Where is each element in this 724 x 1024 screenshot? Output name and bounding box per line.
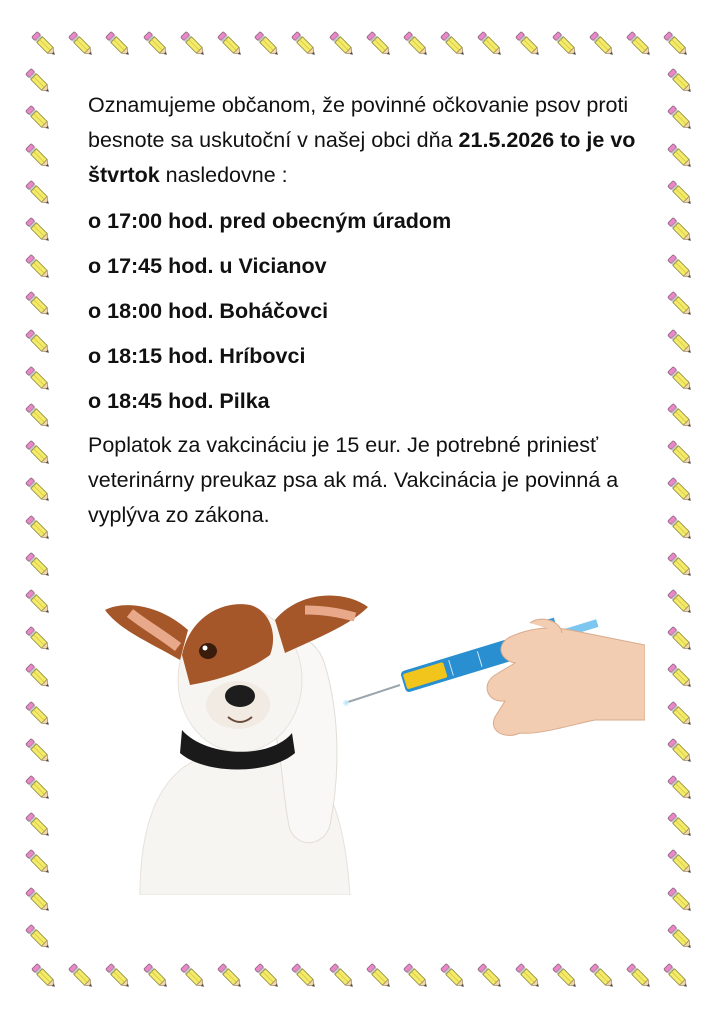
pencil-icon: [512, 28, 546, 62]
pencil-icon: [400, 28, 434, 62]
pencil-icon: [28, 28, 62, 62]
dog-image: [105, 596, 368, 895]
pencil-icon: [22, 102, 56, 136]
pencil-icon: [664, 214, 698, 248]
notice-body: [88, 88, 648, 533]
pencil-icon: [22, 884, 56, 918]
pencil-icon: [288, 28, 322, 62]
schedule-item: o 18:15 hod. Hríbovci: [88, 344, 306, 368]
pencil-icon: [664, 772, 698, 806]
pencil-icon: [664, 809, 698, 843]
pencil-icon: [102, 960, 136, 994]
pencil-icon: [177, 960, 211, 994]
pencil-icon: [22, 140, 56, 174]
pencil-icon: [22, 214, 56, 248]
pencil-icon: [288, 960, 322, 994]
hand-image: [487, 619, 645, 735]
pencil-icon: [214, 28, 248, 62]
pencil-icon: [22, 921, 56, 955]
pencil-icon: [22, 735, 56, 769]
pencil-icon: [549, 960, 583, 994]
fee-paragraph: Poplatok za vakcináciu je 15 eur. Je potrebné priniesť veterinárny preukaz psa ak má. Vakcinácia je povinná a vyplýva zo zákona.: [88, 433, 619, 527]
pencil-icon: [22, 512, 56, 546]
pencil-icon: [664, 251, 698, 285]
pencil-icon: [623, 28, 657, 62]
pencil-icon: [664, 884, 698, 918]
pencil-icon: [102, 28, 136, 62]
pencil-icon: [437, 28, 471, 62]
pencil-icon: [664, 326, 698, 360]
schedule-item: o 18:00 hod. Boháčovci: [88, 299, 329, 323]
pencil-icon: [664, 660, 698, 694]
pencil-icon: [22, 437, 56, 471]
pencil-icon: [326, 28, 360, 62]
pencil-icon: [586, 28, 620, 62]
pencil-icon: [664, 140, 698, 174]
pencil-icon: [22, 623, 56, 657]
pencil-icon: [214, 960, 248, 994]
pencil-icon: [664, 400, 698, 434]
pencil-icon: [660, 960, 694, 994]
pencil-icon: [22, 660, 56, 694]
pencil-icon: [251, 960, 285, 994]
pencil-icon: [586, 960, 620, 994]
pencil-icon: [65, 960, 99, 994]
schedule-item: o 18:45 hod. Pilka: [88, 389, 270, 413]
pencil-icon: [326, 960, 360, 994]
intro-suffix: nasledovne :: [159, 163, 288, 187]
pencil-icon: [664, 846, 698, 880]
pencil-icon: [363, 960, 397, 994]
pencil-icon: [664, 177, 698, 211]
pencil-icon: [140, 28, 174, 62]
pencil-icon: [437, 960, 471, 994]
pencil-icon: [28, 960, 62, 994]
pencil-icon: [400, 960, 434, 994]
pencil-icon: [664, 586, 698, 620]
pencil-icon: [512, 960, 546, 994]
pencil-icon: [664, 735, 698, 769]
pencil-icon: [664, 102, 698, 136]
pencil-icon: [22, 809, 56, 843]
schedule-item: o 17:00 hod. pred obecným úradom: [88, 209, 452, 233]
pencil-icon: [664, 65, 698, 99]
pencil-icon: [664, 288, 698, 322]
pencil-icon: [22, 586, 56, 620]
pencil-icon: [22, 288, 56, 322]
pencil-icon: [623, 960, 657, 994]
schedule-item: o 17:45 hod. u Vicianov: [88, 254, 327, 278]
pencil-icon: [664, 623, 698, 657]
pencil-icon: [22, 698, 56, 732]
pencil-icon: [22, 474, 56, 508]
pencil-icon: [177, 28, 211, 62]
pencil-icon: [22, 846, 56, 880]
pencil-icon: [22, 65, 56, 99]
pencil-icon: [22, 549, 56, 583]
pencil-icon: [474, 28, 508, 62]
pencil-icon: [22, 400, 56, 434]
dog-vaccination-illustration: [100, 575, 645, 895]
pencil-icon: [474, 960, 508, 994]
pencil-icon: [664, 921, 698, 955]
date-text: 21.5.2026 to je vo štvrtok: [88, 128, 636, 187]
pencil-icon: [22, 251, 56, 285]
pencil-icon: [664, 549, 698, 583]
pencil-icon: [664, 698, 698, 732]
pencil-icon: [65, 28, 99, 62]
pencil-icon: [660, 28, 694, 62]
pencil-icon: [664, 474, 698, 508]
pencil-icon: [664, 437, 698, 471]
pencil-icon: [664, 512, 698, 546]
intro-paragraph: [88, 88, 648, 193]
pencil-icon: [549, 28, 583, 62]
pencil-icon: [251, 28, 285, 62]
pencil-icon: [22, 363, 56, 397]
intro-text: Oznamujeme občanom, že povinné očkovanie psov proti besnote sa uskutoční v našej obci dňa: [88, 93, 629, 152]
pencil-icon: [22, 177, 56, 211]
pencil-icon: [22, 772, 56, 806]
pencil-icon: [664, 363, 698, 397]
pencil-icon: [363, 28, 397, 62]
pencil-icon: [22, 326, 56, 360]
pencil-icon: [140, 960, 174, 994]
